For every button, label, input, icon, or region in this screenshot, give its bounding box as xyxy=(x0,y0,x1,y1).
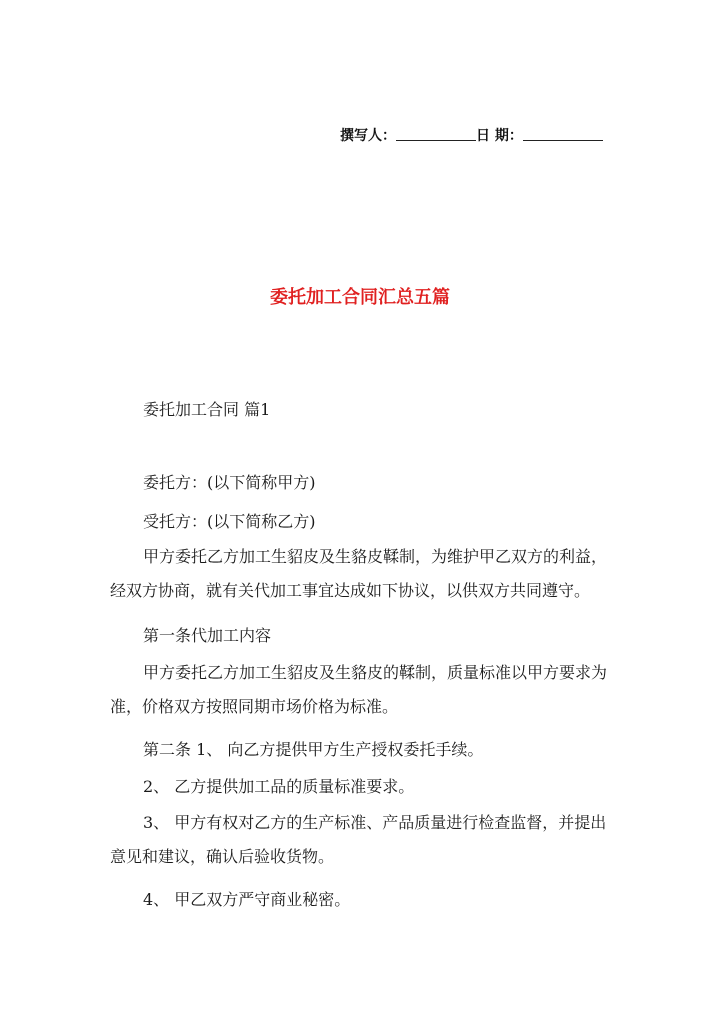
article2-item2: 2、 乙方提供加工品的质量标准要求。 xyxy=(143,777,415,796)
article1-paragraph: 甲方委托乙方加工生貂皮及生貉皮的鞣制，质量标准以甲方要求为准，价格双方按照同期市场价格为标准。 xyxy=(110,663,608,716)
author-label: 撰写人： xyxy=(340,128,396,144)
client-line: 委托方：(以下简称甲方) xyxy=(143,473,316,492)
header-signature-line xyxy=(340,126,603,146)
date-blank xyxy=(523,126,603,141)
date-label: 日 期： xyxy=(476,128,523,144)
intro-paragraph: 甲方委托乙方加工生貂皮及生貉皮鞣制，为维护甲乙双方的利益，经双方协商，就有关代加工事宜达成如下协议，以供双方共同遵守。 xyxy=(110,547,608,600)
article2-item3: 3、 甲方有权对乙方的生产标准、产品质量进行检查监督，并提出意见和建议，确认后验收货物。 xyxy=(110,813,607,866)
section-heading: 委托加工合同 篇1 xyxy=(143,400,271,419)
article2-item1: 第二条 1、 向乙方提供甲方生产授权委托手续。 xyxy=(143,740,484,759)
author-blank xyxy=(396,126,476,141)
contractor-line: 受托方：(以下简称乙方) xyxy=(143,512,316,531)
article2-item4: 4、 甲乙双方严守商业秘密。 xyxy=(143,890,351,909)
article1-heading: 第一条代加工内容 xyxy=(143,626,272,645)
document-title: 委托加工合同汇总五篇 xyxy=(270,287,450,308)
